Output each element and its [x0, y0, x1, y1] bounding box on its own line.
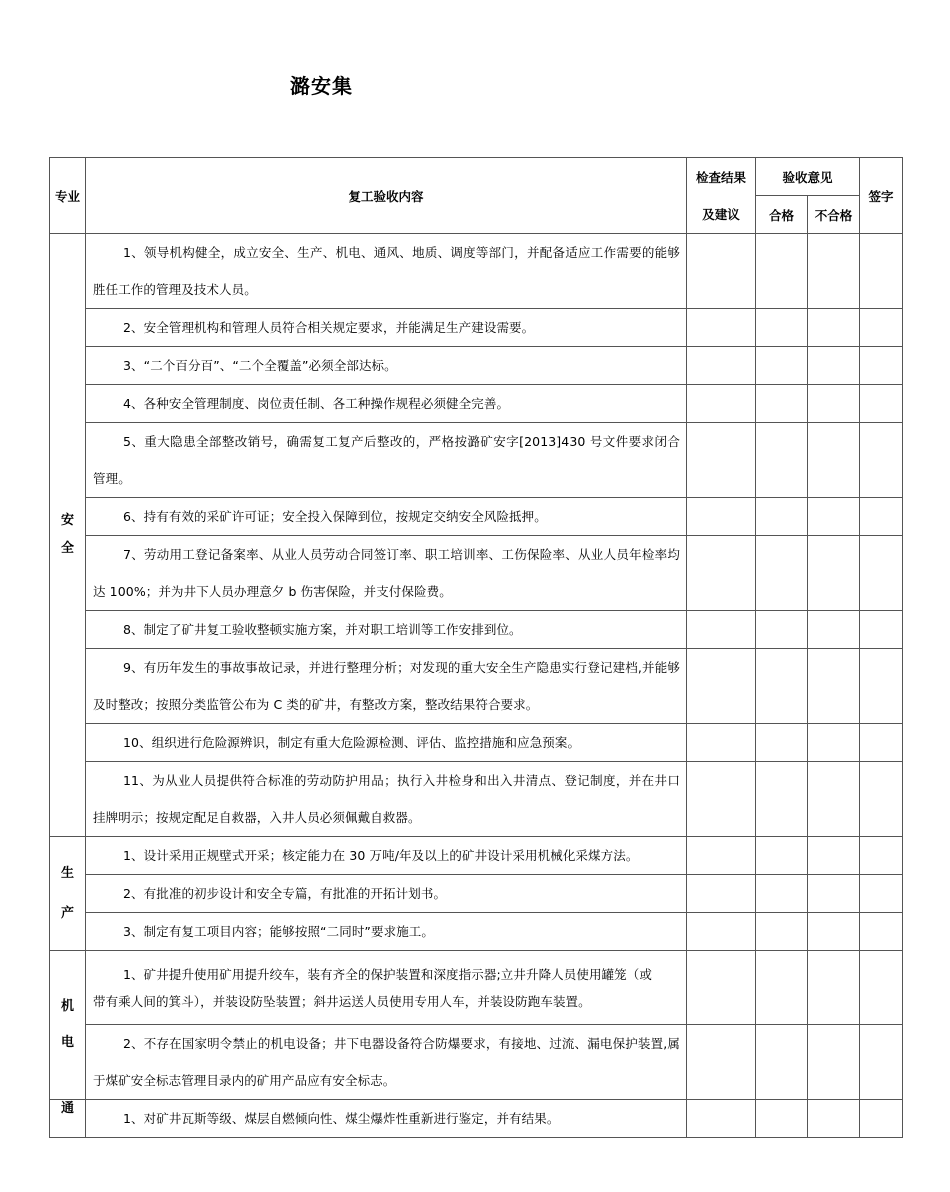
- header-result-line1: 检查结果: [687, 158, 756, 196]
- item-content: [86, 536, 687, 611]
- pass-cell[interactable]: [756, 649, 808, 724]
- header-row-1: [50, 158, 903, 196]
- fail-cell[interactable]: [808, 309, 860, 347]
- item-text: 2、不存在国家明令禁止的机电设备；井下电器设备符合防爆要求，有接地、过流、漏电保护装置,属于煤矿安全标志管理目录内的矿用产品应有安全标志。: [93, 1036, 680, 1088]
- pass-cell[interactable]: [756, 724, 808, 762]
- item-text: 1、矿井提升使用矿用提升绞车，装有齐全的保护装置和深度指示器;立井升降人员使用罐笼（或: [123, 967, 652, 982]
- item-text: 2、安全管理机构和管理人员符合相关规定要求，并能满足生产建设需要。: [123, 320, 535, 335]
- table-row: [50, 309, 903, 347]
- table-row: [50, 347, 903, 385]
- item-content: [86, 1025, 687, 1100]
- category-electro-char2: 电: [60, 1035, 74, 1050]
- item-content: [86, 234, 687, 309]
- pass-cell[interactable]: [756, 498, 808, 536]
- result-cell[interactable]: [687, 724, 756, 762]
- table-row: [50, 649, 903, 724]
- pass-cell[interactable]: [756, 423, 808, 498]
- pass-cell[interactable]: [756, 837, 808, 875]
- table-row: [50, 724, 903, 762]
- category-electro-char1: 机: [60, 999, 74, 1014]
- fail-cell[interactable]: [808, 913, 860, 951]
- pass-cell[interactable]: [756, 951, 808, 1025]
- item-text: 3、制定有复工项目内容；能够按照“二同时”要求施工。: [123, 924, 435, 939]
- table-row: [50, 536, 903, 611]
- result-cell[interactable]: [687, 649, 756, 724]
- table-row: [50, 913, 903, 951]
- item-content: [86, 913, 687, 951]
- table-row: [50, 385, 903, 423]
- table-row: [50, 1025, 903, 1100]
- result-cell[interactable]: [687, 913, 756, 951]
- item-content: [86, 951, 687, 1025]
- pass-cell[interactable]: [756, 309, 808, 347]
- result-cell[interactable]: [687, 423, 756, 498]
- signature-cell[interactable]: [860, 649, 903, 724]
- category-electromechanical: [50, 951, 86, 1100]
- fail-cell[interactable]: [808, 1100, 860, 1138]
- result-cell[interactable]: [687, 951, 756, 1025]
- item-content: [86, 423, 687, 498]
- signature-cell[interactable]: [860, 913, 903, 951]
- item-content: [86, 498, 687, 536]
- header-specialty: 专业: [50, 158, 86, 234]
- category-ventilation: [50, 1100, 86, 1138]
- signature-cell[interactable]: [860, 234, 903, 309]
- item-text: 3、“二个百分百”、“二个全覆盖”必须全部达标。: [123, 358, 397, 373]
- result-cell[interactable]: [687, 1100, 756, 1138]
- fail-cell[interactable]: [808, 536, 860, 611]
- result-cell[interactable]: [687, 347, 756, 385]
- fail-cell[interactable]: [808, 611, 860, 649]
- fail-cell[interactable]: [808, 234, 860, 309]
- result-cell[interactable]: [687, 611, 756, 649]
- pass-cell[interactable]: [756, 1100, 808, 1138]
- item-text: 2、有批准的初步设计和安全专篇，有批准的开拓计划书。: [123, 886, 447, 901]
- fail-cell[interactable]: [808, 498, 860, 536]
- pass-cell[interactable]: [756, 347, 808, 385]
- fail-cell[interactable]: [808, 347, 860, 385]
- category-safety: [50, 234, 86, 837]
- signature-cell[interactable]: [860, 724, 903, 762]
- pass-cell[interactable]: [756, 762, 808, 837]
- signature-cell[interactable]: [860, 536, 903, 611]
- signature-cell[interactable]: [860, 385, 903, 423]
- pass-cell[interactable]: [756, 913, 808, 951]
- pass-cell[interactable]: [756, 1025, 808, 1100]
- result-cell[interactable]: [687, 498, 756, 536]
- signature-cell[interactable]: [860, 611, 903, 649]
- header-content: 复工验收内容: [86, 158, 687, 234]
- table-row: [50, 762, 903, 837]
- category-production: [50, 837, 86, 951]
- table-row: [50, 837, 903, 875]
- fail-cell[interactable]: [808, 762, 860, 837]
- fail-cell[interactable]: [808, 1025, 860, 1100]
- result-cell[interactable]: [687, 309, 756, 347]
- item-content: [86, 385, 687, 423]
- item-content: [86, 875, 687, 913]
- fail-cell[interactable]: [808, 875, 860, 913]
- fail-cell[interactable]: [808, 423, 860, 498]
- result-cell[interactable]: [687, 875, 756, 913]
- item-text: 5、重大隐患全部整改销号，确需复工复产后整改的，严格按潞矿安字[2013]430 号文件要求闭合管理。: [93, 434, 680, 486]
- item-text: 10、组织进行危险源辨识，制定有重大危险源检测、评估、监控措施和应急预案。: [123, 735, 581, 750]
- item-text: 1、设计采用正规壁式开采；核定能力在 30 万吨/年及以上的矿井设计采用机械化采煤方法。: [123, 848, 639, 863]
- item-text: 6、持有有效的采矿许可证；安全投入保障到位，按规定交纳安全风险抵押。: [123, 509, 547, 524]
- item-content: [86, 309, 687, 347]
- fail-cell[interactable]: [808, 385, 860, 423]
- header-opinion: 验收意见: [756, 158, 860, 196]
- acceptance-table: [49, 157, 903, 1138]
- pass-cell[interactable]: [756, 536, 808, 611]
- header-result-line2: 及建议: [687, 196, 756, 234]
- signature-cell[interactable]: [860, 762, 903, 837]
- table-row: [50, 951, 903, 1025]
- signature-cell[interactable]: [860, 423, 903, 498]
- item-content: [86, 1100, 687, 1138]
- header-fail: 不合格: [808, 196, 860, 234]
- fail-cell[interactable]: [808, 649, 860, 724]
- table-row: [50, 423, 903, 498]
- item-content: [86, 649, 687, 724]
- pass-cell[interactable]: [756, 875, 808, 913]
- item-text: 8、制定了矿井复工验收整顿实施方案，并对职工培训等工作安排到位。: [123, 622, 522, 637]
- item-text: 4、各种安全管理制度、岗位责任制、各工种操作规程必须健全完善。: [123, 396, 510, 411]
- item-content: [86, 837, 687, 875]
- item-text: 9、有历年发生的事故事故记录，并进行整理分析；对发现的重大安全生产隐患实行登记建档,并能够及时整改；按照分类监管公布为 C 类的矿井，有整改方案，整改结果符合要求。: [93, 660, 680, 712]
- result-cell[interactable]: [687, 762, 756, 837]
- item-content: [86, 611, 687, 649]
- table-row: [50, 1100, 903, 1138]
- category-safety-char1: 安: [60, 513, 74, 528]
- item-content: [86, 762, 687, 837]
- table-row: [50, 234, 903, 309]
- fail-cell[interactable]: [808, 724, 860, 762]
- pass-cell[interactable]: [756, 234, 808, 309]
- pass-cell[interactable]: [756, 611, 808, 649]
- result-cell[interactable]: [687, 837, 756, 875]
- result-cell[interactable]: [687, 385, 756, 423]
- signature-cell[interactable]: [860, 309, 903, 347]
- item-content: [86, 724, 687, 762]
- header-pass: 合格: [756, 196, 808, 234]
- category-safety-char2: 全: [60, 541, 74, 556]
- item-text: 带有乘人间的箕斗），并装设防坠装置；斜井运送人员使用专用人车，并装设防跑车装置。: [93, 994, 591, 1009]
- signature-cell[interactable]: [860, 1025, 903, 1100]
- signature-cell[interactable]: [860, 498, 903, 536]
- category-production-char2: 产: [60, 905, 74, 921]
- result-cell[interactable]: [687, 234, 756, 309]
- document-title: 潞安集: [290, 74, 353, 98]
- signature-cell[interactable]: [860, 347, 903, 385]
- item-content: [86, 347, 687, 385]
- result-cell[interactable]: [687, 1025, 756, 1100]
- signature-cell[interactable]: [860, 837, 903, 875]
- table-row: [50, 498, 903, 536]
- table-row: [50, 611, 903, 649]
- signature-cell[interactable]: [860, 951, 903, 1025]
- pass-cell[interactable]: [756, 385, 808, 423]
- item-text: 7、劳动用工登记备案率、从业人员劳动合同签订率、职工培训率、工伤保险率、从业人员年检率均达 100%；并为井下人员办理意夕 b 伤害保险，并支付保险费。: [93, 547, 680, 599]
- signature-cell[interactable]: [860, 875, 903, 913]
- category-ventilation-char1: 通: [60, 1101, 74, 1116]
- fail-cell[interactable]: [808, 951, 860, 1025]
- item-text: 1、领导机构健全，成立安全、生产、机电、通风、地质、调度等部门，并配备适应工作需要的能够胜任工作的管理及技术人员。: [93, 245, 680, 297]
- item-text: 11、为从业人员提供符合标准的劳动防护用品；执行入井检身和出入井清点、登记制度，并在井口挂牌明示；按规定配足自救器，入井人员必须佩戴自救器。: [93, 773, 680, 825]
- signature-cell[interactable]: [860, 1100, 903, 1138]
- item-text: 1、对矿井瓦斯等级、煤层自燃倾向性、煤尘爆炸性重新进行鉴定，并有结果。: [123, 1111, 560, 1126]
- fail-cell[interactable]: [808, 837, 860, 875]
- category-production-char1: 生: [60, 865, 74, 881]
- header-signature: 签字: [860, 158, 903, 234]
- table-row: [50, 875, 903, 913]
- result-cell[interactable]: [687, 536, 756, 611]
